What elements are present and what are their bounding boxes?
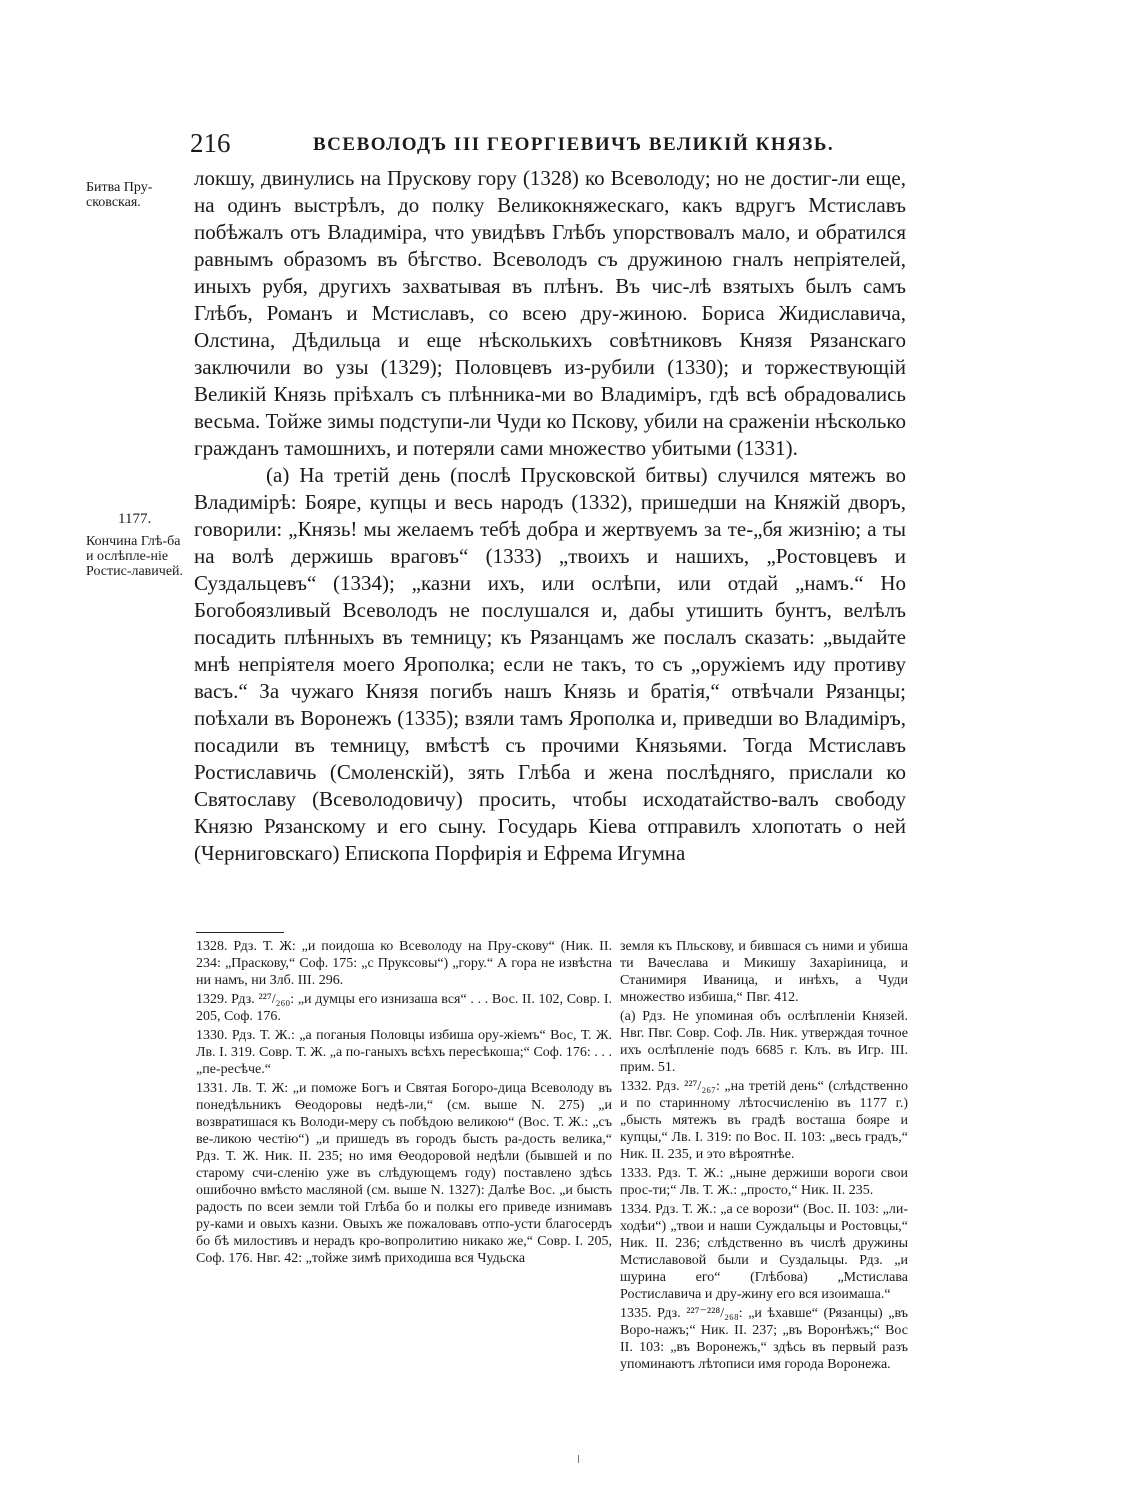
- footnote-1330: 1330. Рдз. Т. Ж.: „а поганыя Половцы избиша ору-жіемъ“ Вос, Т. Ж. Лв. I. 319. Совр. Т. Ж. „а по-ганыхъ всѣхъ пересѣкоша;“ Соф. 176: . . . „пе-ресѣче.“: [196, 1028, 612, 1077]
- margin-note-battle: Битва Пру-сковская.: [86, 180, 153, 210]
- footnotes-left-column: [196, 938, 612, 1269]
- paragraph-2: (а) На третій день (послѣ Прусковской битвы) случился мятежъ во Владимірѣ: Бояре, купцы и весь народъ (1332), пришедши на Княжій дворъ, говорили: „Князь! мы желаемъ тебѣ добра и жертвуемъ за те-„бя жизнію; а ты на волѣ держишь враговъ“ (1333) „твоихъ и нашихъ, „Ростовцевъ и Суздальцевъ“ (1334); „казни ихъ, или ослѣпи, или отдай „намъ.“ Но Богобоязливый Всеволодъ не послушался и, дабы утишить бунтъ, велѣлъ посадить плѣнныхъ въ темницу; къ Рязанцамъ же послалъ сказать: „выдайте мнѣ непріятеля моего Ярополка; если не такъ, то съ „оружіемъ иду противу васъ.“ За чужаго Князя погибъ нашъ Князь и братія,“ отвѣчали Рязанцы; поѣхали въ Воронежъ (1335); взяли тамъ Ярополка и, приведши во Владиміръ, посадили въ темницу, вмѣстѣ съ прочими Князьями. Тогда Мстиславъ Ростиславичь (Смоленскій), зять Глѣба и жена послѣдняго, прислали ко Святославу (Всеволодовичу) просить, чтобы исходатайство-валъ свободу Князю Рязанскому и его сыну. Государь Кіева отправилъ хлопотать о ней (Черниговскаго) Епископа Порфирія и Ефрема Игумна: [194, 463, 906, 865]
- footnotes-right-column: [620, 938, 908, 1375]
- footnote-rule: [196, 932, 284, 933]
- footnote-1329: 1329. Рдз. ²²⁷/₂₆₀: „и думцы его изнизаша вся“ . . . Вос. II. 102, Совр. I. 205, Соф. 176.: [196, 992, 612, 1024]
- footnote-1331: 1331. Лв. Т. Ж: „и поможе Богъ и Святая Богоро-дица Всеволоду въ понедѣльникъ Ѳеодоровы недѣ-ли,“ (см. выше N. 275) „и возвратишася къ Володи-меру съ побѣдою великою“ (Вос. Т. Ж.: „съ ве-ликою честію“) „и пришедъ въ городъ бысть ра-дость велика,“ Рдз. Т. Ж. Ник. II. 235; но имя Ѳеодоровой недѣли (бывшей и по старому счи-сленію уже въ слѣдующемъ году) поставлено здѣсь ошибочно вмѣсто масляной (см. выше N. 1327): Далѣе Вос. „и бысть радость по всеи земли той Глѣба бо и полкы его приведе изнимавъ ру-ками и овыхъ казни. Овыхъ же пожаловавъ отпо-усти благосердъ бо бѣ милостивъ и нерадъ кро-вопролитию никако же,“ Совр. I. 205, Соф. 176. Нвг. 42: „тойже зимѣ приходиша вся Чудьска: [196, 1081, 612, 1266]
- margin-year: 1177.: [118, 511, 152, 527]
- footnote-1332: 1332. Рдз. ²²⁷/₂₆₇: „на третій день“ (слѣдственно и по старинному лѣтосчисленію въ 1177 г.) „бысть мятежъ въ градѣ восташа бояре и купцы,“ Лв. I. 319: по Вос. II. 103: „весь градъ,“ Ник. II. 235, и это вѣроятнѣе.: [620, 1079, 908, 1162]
- footnote-1328: 1328. Рдз. Т. Ж: „и поидоша ко Всеволоду на Пру-скову“ (Ник. II. 234: „Праскову,“ Соф. 175: „с Пруксовы“) „гору.“ А гора не извѣстна ни намъ, ни Злб. III. 296.: [196, 939, 612, 988]
- paragraph-1: локшу, двинулись на Прускову гору (1328) ко Всеволоду; но не достиг-ли еще, на одинъ выстрѣлъ, до полку Великокняжескаго, какъ вдругъ Мстиславъ побѣжалъ отъ Владиміра, что увидѣвъ Глѣбъ упорствовалъ мало, и обратился равнымъ образомъ въ бѣгство. Всеволодъ съ дружиною гналъ непріятелей, иныхъ рубя, другихъ захватывая въ плѣнъ. Въ чис-лѣ взятыхъ былъ самъ Глѣбъ, Романъ и Мстиславъ, со всею дру-жиною. Бориса Жидиславича, Олстина, Дѣдильца и еще нѣсколькихъ совѣтниковъ Князя Рязанскаго заключили во узы (1329); Половцевъ из-рубили (1330); и торжествующій Великій Князь пріѣхалъ съ плѣнника-ми во Владиміръ, гдѣ всѣ обрадовались весьма. Тойже зимы подступи-ли Чуди ко Пскову, убили на сраженіи нѣсколько гражданъ тамошнихъ, и потеряли сами множество убитыми (1331).: [194, 166, 906, 460]
- footnote-1333: 1333. Рдз. Т. Ж.: „ныне держиши вороги свои прос-ти;“ Лв. Т. Ж.: „просто,“ Ник. II. 235.: [620, 1166, 908, 1198]
- footnote-a: (а) Рдз. Не упоминая объ ослѣпленіи Князей. Нвг. Пвг. Совр. Соф. Лв. Ник. утверждая точное ихъ ослѣпленіе подъ 6685 г. Клъ. въ Игр. III. прим. 51.: [620, 1009, 908, 1075]
- footnote-1334: 1334. Рдз. Т. Ж.: „а се ворози“ (Вос. II. 103: „ли-ходѣи“) „твои и наши Суждальцы и Ростовцы,“ Ник. II. 236; слѣдственно въ числѣ дружины Мстиславовой были и Суздальцы. Рдз. „и шурина его“ (Глѣбова) „Мстислава Ростиславича и дру-жину его вся изоимаша.“: [620, 1202, 908, 1302]
- page-number: 216: [190, 128, 231, 158]
- margin-note-death: Кончина Глѣ-ба и ослѣпле-ніе Ростис-лавичей.: [86, 534, 184, 579]
- page-header: [190, 128, 900, 168]
- print-mark: [578, 1455, 579, 1463]
- main-text: [194, 165, 906, 867]
- running-head: ВСЕВОЛОДЪ III ГЕОРГІЕВИЧЪ ВЕЛИКІЙ КНЯЗЬ.: [313, 134, 835, 155]
- footnote-1331-cont: земля къ Пльскову, и бившася съ ними и убиша ти Вачеслава и Микишу Захаріиница, и Станимиря Иваница, и инѣхъ, а Чуди множество избиша,“ Пвг. 412.: [620, 939, 908, 1005]
- footnote-1335: 1335. Рдз. ²²⁷⁻²²⁸/₂₆₈: „и ѣхавше“ (Рязанцы) „въ Воро-нажъ;“ Ник. II. 237; „въ Воронѣжъ;“ Вос II. 103: „въ Воронежъ,“ здѣсь въ первый разъ упоминаютъ лѣтописи имя города Воронежа.: [620, 1306, 908, 1372]
